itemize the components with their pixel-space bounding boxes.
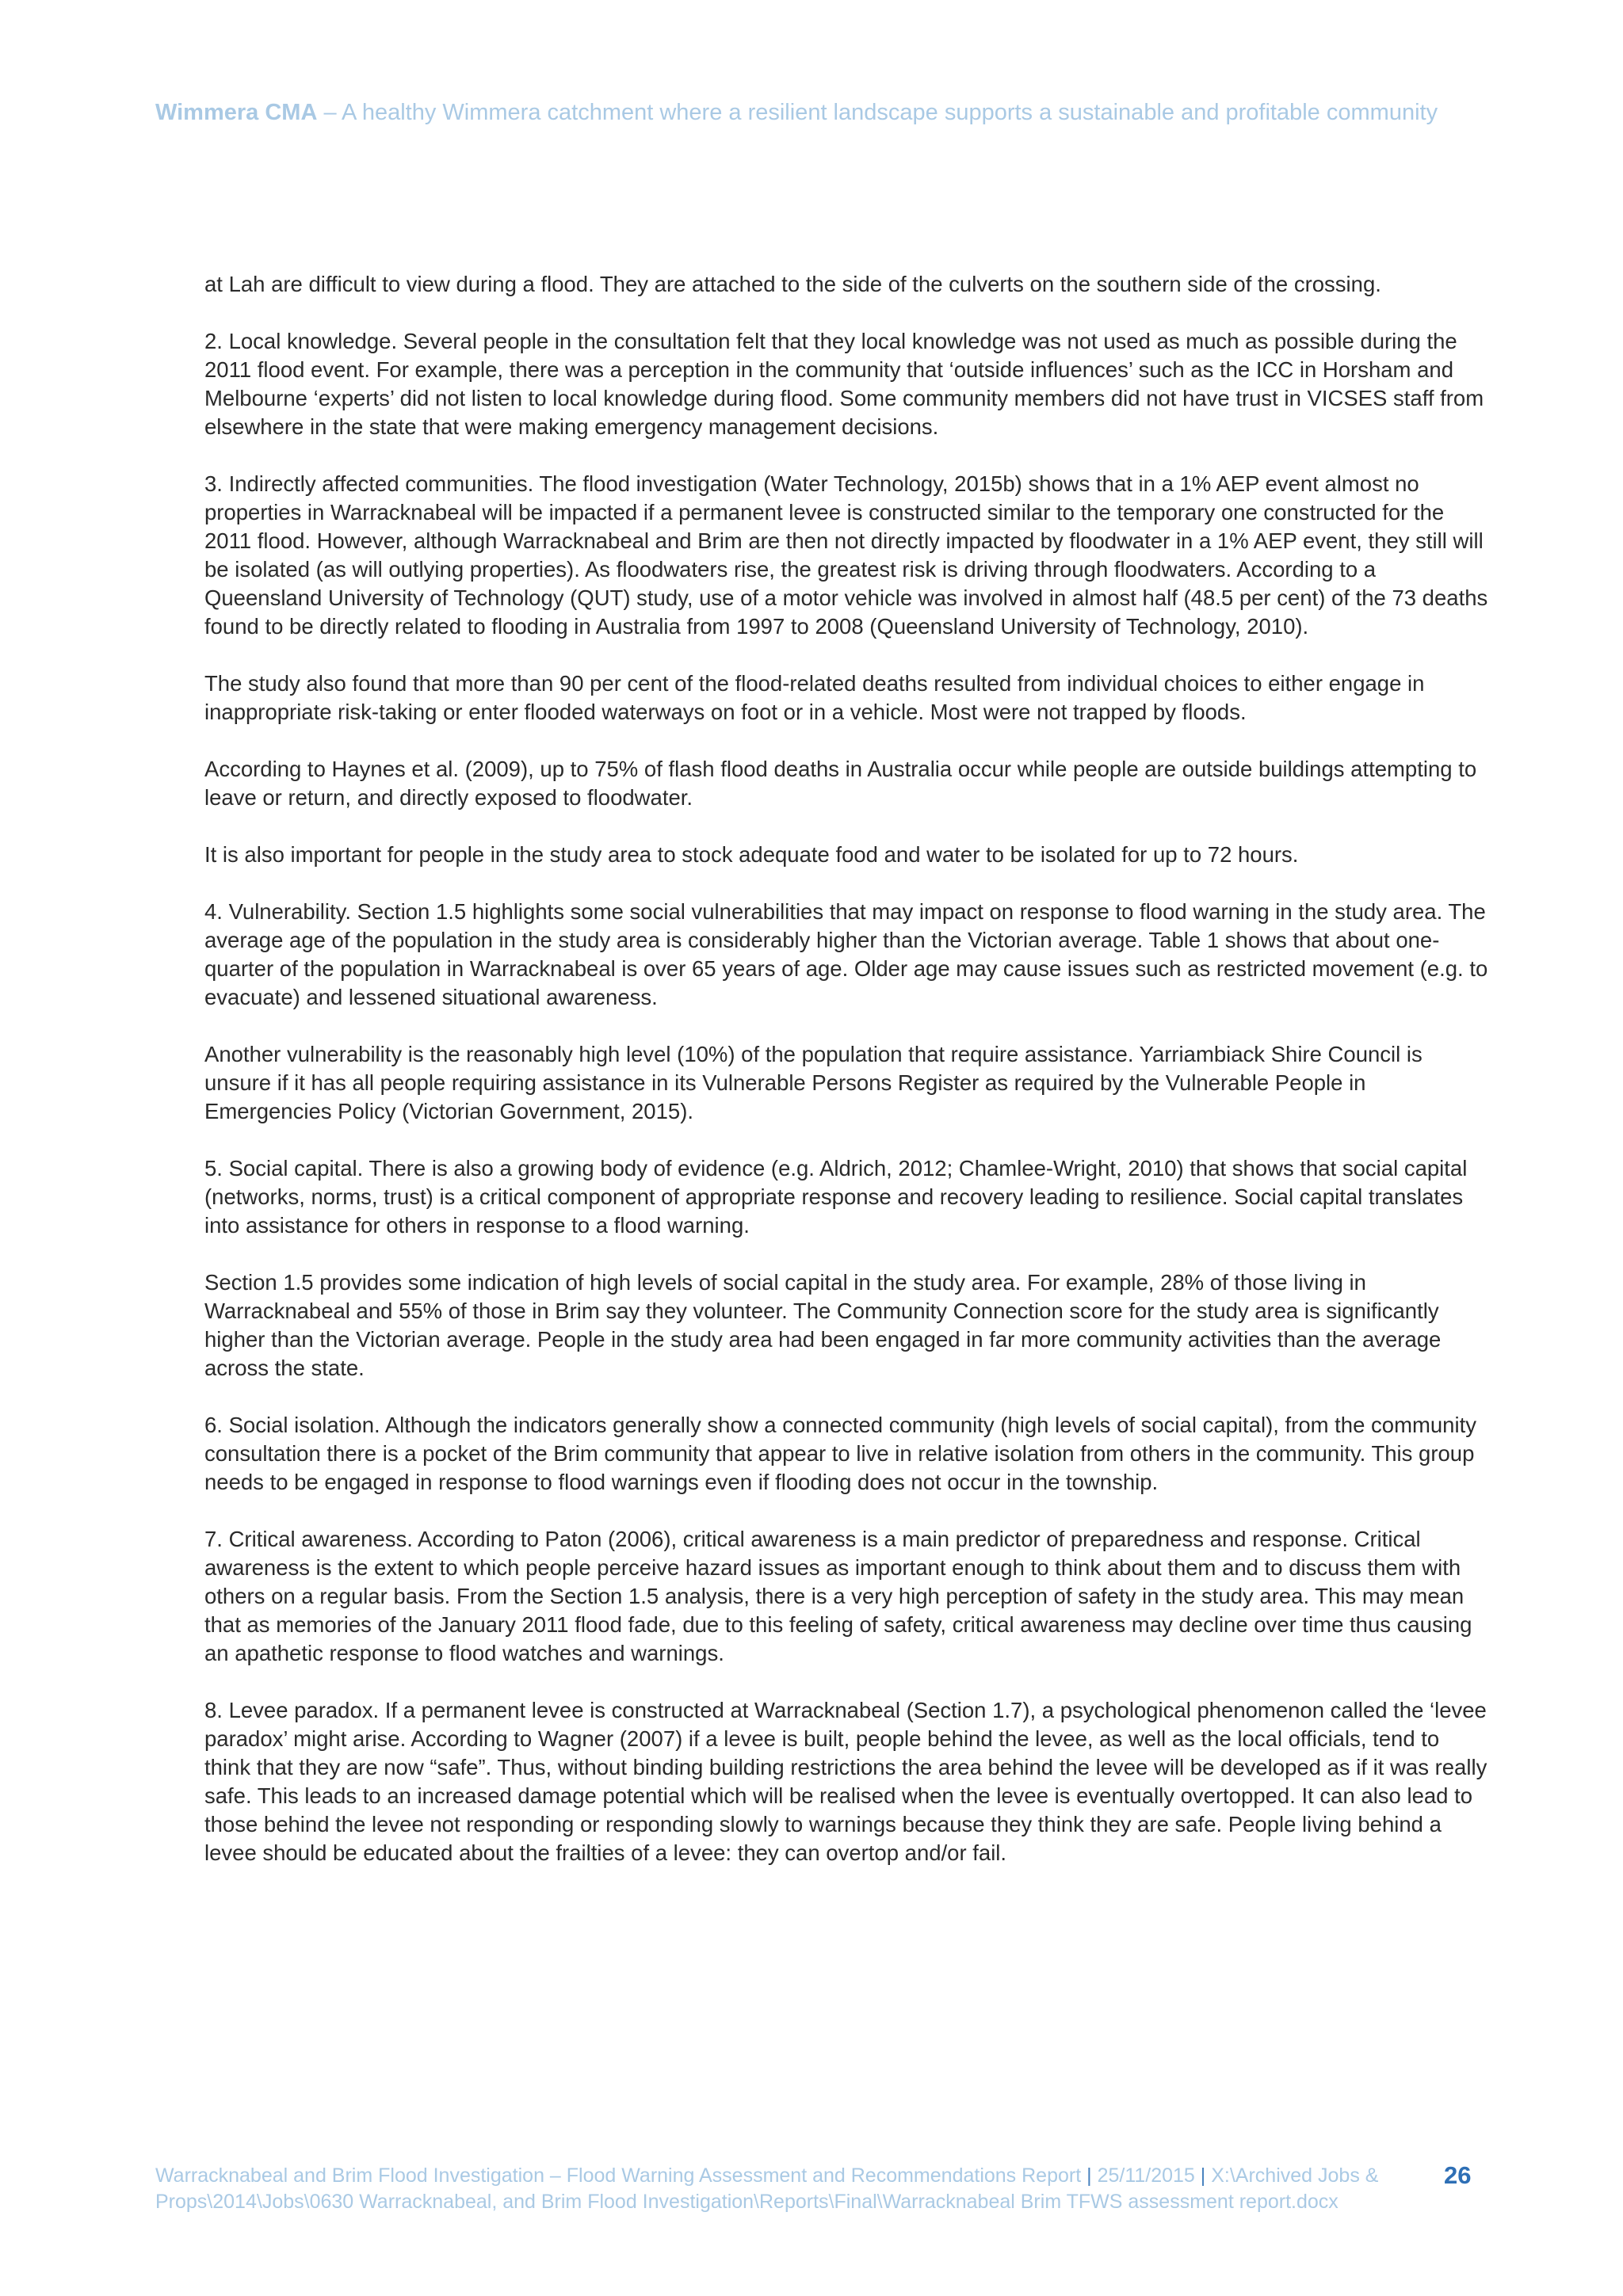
footer-separator: | — [1194, 2164, 1212, 2187]
paragraph: at Lah are difficult to view during a flood. They are attached to the side of the culverts on the southern side of the crossing. — [204, 272, 1381, 296]
footer-date: 25/11/2015 — [1097, 2164, 1195, 2187]
running-footer — [155, 2163, 1423, 2215]
paragraph: 5. Social capital. There is also a growing body of evidence (e.g. Aldrich, 2012; Chamlee-Wright, 2010) that shows that social capital (networks, norms, trust) is a critical component of appropriate response and recovery leading to resilience. Social capital translates into assistance for others in response to a flood warning. — [204, 1156, 1468, 1238]
paragraph: 3. Indirectly affected communities. The flood investigation (Water Technology, 2015b) shows that in a 1% AEP event almost no properties in Warracknabeal will be impacted if a permanent levee is constructed similar to the temporary one constructed for the 2011 flood. However, although Warracknabeal and Brim are then not directly impacted by floodwater in a 1% AEP event, they still will be isolated (as will outlying properties). As floodwaters rise, the greatest risk is driving through floodwaters. According to a Queensland University of Technology (QUT) study, use of a motor vehicle was involved in almost half (48.5 per cent) of the 73 deaths found to be directly related to flooding in Australia from 1997 to 2008 (Queensland University of Technology, 2010). — [204, 471, 1488, 639]
header-tagline: – A healthy Wimmera catchment where a resilient landscape supports a sustainable and profitable community — [317, 100, 1438, 125]
paragraph: It is also important for people in the study area to stock adequate food and water to be isolated for up to 72 hours. — [204, 842, 1299, 867]
paragraph: 6. Social isolation. Although the indicators generally show a connected community (high levels of social capital), from the community consultation there is a pocket of the Brim community that appear to live in relative isolation from others in the community. This group needs to be engaged in response to flood warnings even if flooding does not occur in the township. — [204, 1413, 1476, 1494]
paragraph: According to Haynes et al. (2009), up to 75% of flash flood deaths in Australia occur while people are outside buildings attempting to leave or return, and directly exposed to floodwater. — [204, 757, 1477, 810]
paragraph: 7. Critical awareness. According to Paton (2006), critical awareness is a main predictor of preparedness and response. Critical awareness is the extent to which people perceive hazard issues as important enough to think about them and to discuss them with others on a regular basis. From the Section 1.5 analysis, there is a very high perception of safety in the study area. This may mean that as memories of the January 2011 flood fade, due to this feeling of safety, critical awareness may decline over time thus causing an apathetic response to flood watches and warnings. — [204, 1527, 1472, 1665]
page-number: 26 — [1444, 2161, 1472, 2189]
paragraph: 4. Vulnerability. Section 1.5 highlights some social vulnerabilities that may impact on response to flood warning in the study area. The average age of the population in the study area is considerably higher than the Victorian average. Table 1 shows that about one-quarter of the population in Warracknabeal is over 65 years of age. Older age may cause issues such as restricted movement (e.g. to evacuate) and lessened situational awareness. — [204, 899, 1488, 1009]
paragraph: The study also found that more than 90 per cent of the flood-related deaths resulted from individual choices to either engage in inappropriate risk-taking or enter flooded waterways on foot or in a vehicle. Most were not trapped by floods. — [204, 671, 1425, 724]
header-organisation: Wimmera CMA — [155, 100, 318, 125]
footer-file-path: X:\Archived Jobs & Props\2014\Jobs\0630 Warracknabeal, and Brim Flood Investigation\Reports\Final\Warracknabeal Brim TFWS assessment report.docx — [155, 2164, 1379, 2213]
running-header — [155, 97, 1503, 128]
body-text — [204, 270, 1488, 1896]
footer-report-title: Warracknabeal and Brim Flood Investigation – Flood Warning Assessment and Recommendations Report — [155, 2164, 1082, 2187]
footer-separator: | — [1081, 2164, 1098, 2187]
paragraph: 8. Levee paradox. If a permanent levee is constructed at Warracknabeal (Section 1.7), a psychological phenomenon called the ‘levee paradox’ might arise. According to Wagner (2007) if a levee is built, people behind the levee, as well as the local officials, tend to think that they are now “safe”. Thus, without binding building restrictions the area behind the levee will be developed as if it was really safe. This leads to an increased damage potential which will be realised when the levee is eventually overtopped. It can also lead to those behind the levee not responding or responding slowly to warnings because they think they are safe. People living behind a levee should be educated about the frailties of a levee: they can overtop and/or fail. — [204, 1698, 1487, 1865]
paragraph: 2. Local knowledge. Several people in the consultation felt that they local knowledge was not used as much as possible during the 2011 flood event. For example, there was a perception in the community that ‘outside influences’ such as the ICC in Horsham and Melbourne ‘experts’ did not listen to local knowledge during flood. Some community members did not have trust in VICSES staff from elsewhere in the state that were making emergency management decisions. — [204, 329, 1484, 439]
paragraph: Another vulnerability is the reasonably high level (10%) of the population that require assistance. Yarriambiack Shire Council is unsure if it has all people requiring assistance in its Vulnerable Persons Register as required by the Vulnerable People in Emergencies Policy (Victorian Government, 2015). — [204, 1042, 1423, 1123]
paragraph: Section 1.5 provides some indication of high levels of social capital in the study area. For example, 28% of those living in Warracknabeal and 55% of those in Brim say they volunteer. The Community Connection score for the study area is significantly higher than the Victorian average. People in the study area had been engaged in far more community activities than the average across the state. — [204, 1270, 1442, 1380]
